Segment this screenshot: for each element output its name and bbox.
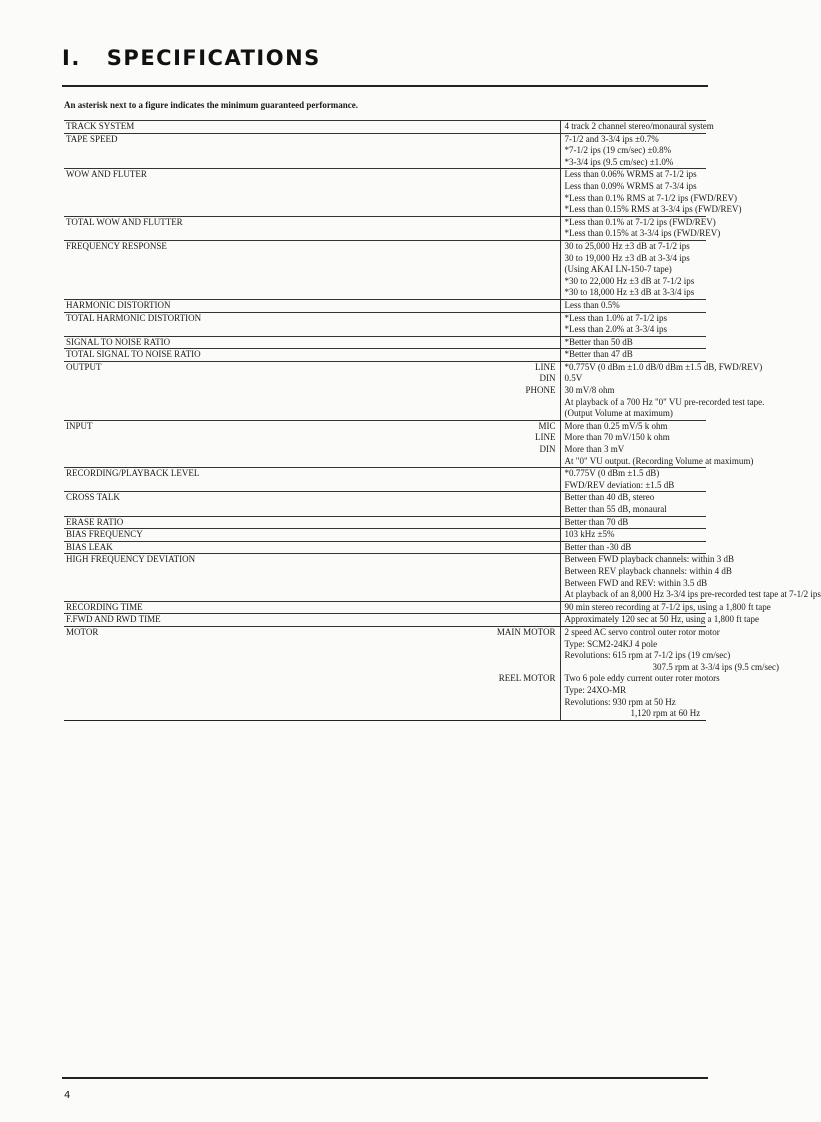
spec-value-line: 1,120 rpm at 60 Hz xyxy=(630,708,701,719)
spec-item-cell xyxy=(64,349,560,362)
spec-value-line: At playback of a 700 Hz "0" VU pre-recorded test tape. xyxy=(564,396,765,407)
spec-value-line: *Better than 50 dB xyxy=(564,336,633,347)
spec-row-row-main xyxy=(64,626,706,673)
spec-value-line: *Less than 0.15% RMS at 3-3/4 ips (FWD/REV) xyxy=(564,204,742,215)
spec-item-cell xyxy=(64,336,560,349)
spec-values xyxy=(560,420,754,467)
spec-values xyxy=(560,626,779,673)
spec-value-line: Between FWD playback channels: within 3 dB xyxy=(564,554,734,565)
spec-value-line: Revolutions: 930 rpm at 50 Hz xyxy=(564,696,676,707)
spec-values xyxy=(560,468,706,492)
spec-value-line: *Less than 2.0% at 3-3/4 ips xyxy=(564,324,668,335)
spec-item-name: SIGNAL TO NOISE RATIO xyxy=(66,336,171,347)
spec-value-line: Two 6 pole eddy current outer roter motors xyxy=(564,673,720,684)
spec-values xyxy=(560,299,706,312)
spec-value-line: *30 to 18,000 Hz ±3 dB at 3-3/4 ips xyxy=(564,287,695,298)
spec-value-line: Type: 24XO-MR xyxy=(564,684,627,695)
spec-row xyxy=(64,121,706,134)
spec-values xyxy=(560,361,765,420)
spec-values xyxy=(560,216,721,240)
spec-values xyxy=(560,336,706,349)
spec-sub-labels xyxy=(535,421,556,456)
top-rule xyxy=(62,85,708,87)
spec-row xyxy=(64,529,706,542)
spec-value-line: *Less than 1.0% at 7-1/2 ips xyxy=(564,312,668,323)
spec-item-cell xyxy=(64,169,560,216)
spec-row xyxy=(64,361,706,420)
spec-values xyxy=(560,541,706,554)
spec-item-cell xyxy=(64,216,560,240)
spec-value-line: 7-1/2 and 3-3/4 ips ±0.7% xyxy=(564,133,659,144)
spec-value-line: *Less than 0.15% at 3-3/4 ips (FWD/REV) xyxy=(564,228,721,239)
spec-item-name: TOTAL HARMONIC DISTORTION xyxy=(66,312,202,323)
spec-value-line: FWD/REV deviation: ±1.5 dB xyxy=(564,479,675,490)
spec-row xyxy=(64,541,706,554)
spec-value-line: Better than 55 dB, monaural xyxy=(564,504,667,514)
spec-value-line: (Output Volume at maximum) xyxy=(564,408,673,419)
spec-item-cell xyxy=(64,541,560,554)
spec-item-name: BIAS FREQUENCY xyxy=(66,529,143,540)
spec-value-line: 2 speed AC servo control outer rotor motor xyxy=(564,626,720,637)
spec-item-cell xyxy=(64,361,560,420)
spec-values xyxy=(560,554,821,601)
spec-row xyxy=(64,420,706,467)
spec-sub-label: MIC xyxy=(538,420,556,431)
spec-item-name: FREQUENCY RESPONSE xyxy=(66,240,167,251)
spec-value-line: More than 3 mV xyxy=(564,444,625,455)
spec-row xyxy=(64,312,706,336)
spec-row xyxy=(64,336,706,349)
spec-sub-label: DIN xyxy=(539,373,556,384)
page-number: 4 xyxy=(64,1090,71,1101)
spec-values xyxy=(560,601,771,614)
spec-item-cell xyxy=(64,673,560,720)
spec-row xyxy=(64,349,706,362)
spec-value-line: 90 min stereo recording at 7-1/2 ips, using a 1,800 ft tape xyxy=(564,601,771,612)
spec-value-line: Less than 0.5% xyxy=(564,299,620,310)
spec-values xyxy=(560,240,706,299)
spec-values xyxy=(560,673,720,720)
spec-value-line: 30 to 19,000 Hz ±3 dB at 3-3/4 ips xyxy=(564,252,690,263)
spec-values xyxy=(560,121,714,134)
spec-values xyxy=(560,133,706,169)
bottom-rule xyxy=(62,1077,708,1079)
spec-item-name: BIAS LEAK xyxy=(66,541,113,552)
asterisk-note: An asterisk next to a figure indicates the minimum guaranteed performance. xyxy=(64,100,359,110)
spec-row xyxy=(64,299,706,312)
spec-item-name: CROSS TALK xyxy=(66,492,120,503)
spec-value-line: 4 track 2 channel stereo/monaural system xyxy=(564,121,714,131)
spec-item-name: TOTAL WOW AND FLUTTER xyxy=(66,216,183,227)
spec-rows xyxy=(64,121,821,721)
spec-item-cell xyxy=(64,516,560,529)
spec-value-line: Between FWD and REV: within 3.5 dB xyxy=(564,577,708,588)
spec-item-name: WOW AND FLUTER xyxy=(66,169,147,180)
spec-value-line: More than 70 mV/150 k ohm xyxy=(564,432,670,443)
spec-value-line: *7-1/2 ips (19 cm/sec) ±0.8% xyxy=(564,145,672,156)
spec-item-name: TRACK SYSTEM xyxy=(66,121,135,131)
spec-value-line: *Less than 0.1% RMS at 7-1/2 ips (FWD/REV) xyxy=(564,192,738,203)
spec-value-line: *Less than 0.1% at 7-1/2 ips (FWD/REV) xyxy=(564,216,716,227)
spec-value-line: Better than -30 dB xyxy=(564,541,632,552)
spec-value-line: Better than 70 dB xyxy=(564,516,629,527)
spec-value-line: *30 to 22,000 Hz ±3 dB at 7-1/2 ips xyxy=(564,275,695,286)
spec-item-name: TAPE SPEED xyxy=(66,133,118,144)
spec-item-cell xyxy=(64,299,560,312)
spec-sub-labels xyxy=(526,362,556,397)
spec-values xyxy=(560,529,706,542)
spec-value-line: Less than 0.09% WRMS at 7-3/4 ips xyxy=(564,180,697,191)
spec-sub-label: PHONE xyxy=(525,385,556,396)
spec-value-line: 30 to 25,000 Hz ±3 dB at 7-1/2 ips xyxy=(564,240,690,251)
spec-row xyxy=(64,468,706,492)
spec-value-line: (Using AKAI LN-150-7 tape) xyxy=(564,264,672,275)
spec-item-cell xyxy=(64,554,560,601)
spec-row xyxy=(64,133,706,169)
spec-value-line: Between REV playback channels: within 4 dB xyxy=(564,565,732,576)
section-number: I. xyxy=(62,46,81,70)
spec-values xyxy=(560,169,742,216)
section-title: SPECIFICATIONS xyxy=(106,46,321,70)
spec-value-line: 307.5 rpm at 3-3/4 ips (9.5 cm/sec) xyxy=(652,661,779,672)
spec-item-name: INPUT xyxy=(66,420,93,431)
spec-values xyxy=(560,312,706,336)
spec-value-line: More than 0.25 mV/5 k ohm xyxy=(564,420,668,431)
spec-values xyxy=(560,349,706,362)
spec-row-row-reel xyxy=(64,673,706,720)
spec-item-cell xyxy=(64,529,560,542)
spec-sub-label: DIN xyxy=(539,444,556,455)
spec-row xyxy=(64,554,706,601)
spec-item-cell xyxy=(64,240,560,299)
spec-item-cell xyxy=(64,468,560,492)
spec-item-cell xyxy=(64,492,560,516)
spec-value-line: 103 kHz ±5% xyxy=(564,529,615,540)
spec-item-cell xyxy=(64,121,560,134)
spec-values xyxy=(560,492,706,516)
spec-row xyxy=(64,216,706,240)
section-heading xyxy=(62,46,321,70)
spec-value-line: Revolutions: 615 rpm at 7-1/2 ips (19 cm/sec) xyxy=(564,650,731,661)
spec-sub-label: LINE xyxy=(535,361,556,372)
spec-row xyxy=(64,516,706,529)
spec-value-line: At playback of an 8,000 Hz 3-3/4 ips pre-recorded test tape at 7-1/2 ips xyxy=(564,589,821,600)
spec-item-cell xyxy=(64,626,560,673)
spec-item-name: F.FWD AND RWD TIME xyxy=(66,614,161,625)
spec-value-line: 30 mV/8 ohm xyxy=(564,385,615,396)
spec-value-line: 0.5V xyxy=(564,373,583,384)
spec-row xyxy=(64,169,706,216)
spec-value-line: *0.775V (0 dBm ±1.5 dB) xyxy=(564,468,660,479)
spec-item-name: OUTPUT xyxy=(66,361,102,372)
spec-value-line: Approximately 120 sec at 50 Hz, using a 1,800 ft tape xyxy=(564,614,759,625)
spec-item-name: TOTAL SIGNAL TO NOISE RATIO xyxy=(66,349,201,360)
spec-sub-labels xyxy=(499,673,556,685)
spec-item-name: MOTOR xyxy=(66,626,99,637)
spec-value-line: Less than 0.06% WRMS at 7-1/2 ips xyxy=(564,169,697,180)
spec-item-name: RECORDING/PLAYBACK LEVEL xyxy=(66,468,200,479)
spec-sub-label: MAIN MOTOR xyxy=(496,626,556,637)
specifications-table xyxy=(64,120,821,721)
spec-sub-labels xyxy=(497,627,556,639)
spec-values xyxy=(560,614,759,627)
spec-value-line: At "0" VU output. (Recording Volume at maximum) xyxy=(564,455,754,466)
spec-row xyxy=(64,240,706,299)
spec-sub-label: LINE xyxy=(535,432,556,443)
spec-item-cell xyxy=(64,420,560,467)
spec-values xyxy=(560,516,706,529)
spec-value-line: *0.775V (0 dBm ±1.0 dB/0 dBm ±1.5 dB, FWD/REV) xyxy=(564,361,763,372)
spec-value-line: *Better than 47 dB xyxy=(564,349,633,360)
spec-sub-label: REEL MOTOR xyxy=(498,673,556,684)
spec-item-cell xyxy=(64,601,560,614)
spec-item-name: RECORDING TIME xyxy=(66,601,143,612)
spec-value-line: *3-3/4 ips (9.5 cm/sec) ±1.0% xyxy=(564,156,674,167)
spec-item-name: ERASE RATIO xyxy=(66,516,124,527)
spec-value-line: Type: SCM2-24KJ 4 pole xyxy=(564,638,658,649)
spec-row xyxy=(64,492,706,516)
spec-row xyxy=(64,614,706,627)
spec-item-cell xyxy=(64,614,560,627)
spec-item-cell xyxy=(64,312,560,336)
spec-item-name: HARMONIC DISTORTION xyxy=(66,299,171,310)
spec-row xyxy=(64,601,706,614)
spec-value-line: Better than 40 dB, stereo xyxy=(564,492,655,503)
spec-item-name: HIGH FREQUENCY DEVIATION xyxy=(66,554,196,565)
spec-item-cell xyxy=(64,133,560,169)
